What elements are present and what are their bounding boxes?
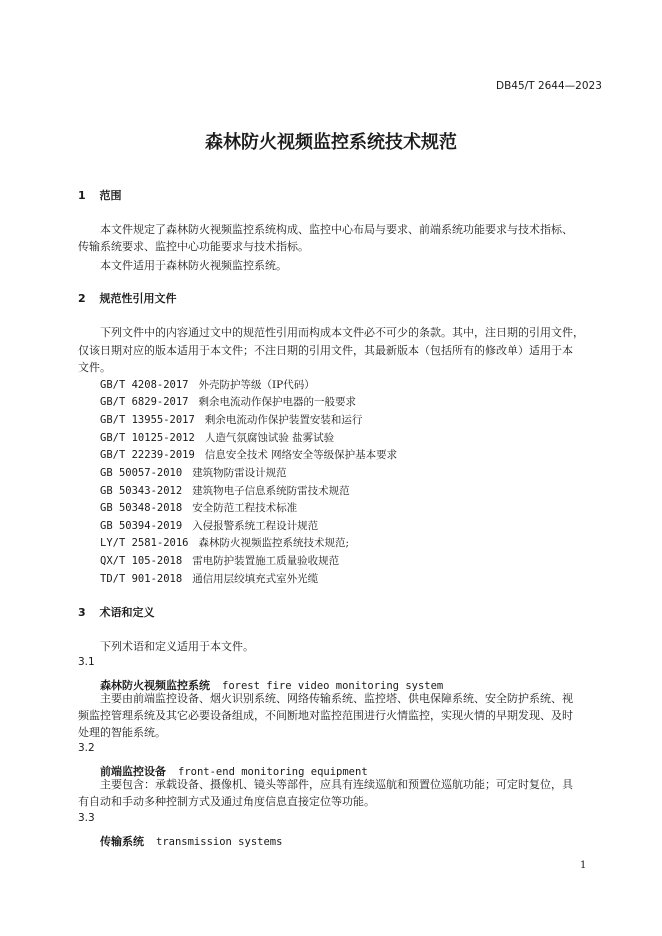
reference-item (100, 571, 318, 586)
term-number: 3.3 (78, 812, 95, 824)
section-3-intro: 下列术语和定义适用于本文件。 (100, 640, 254, 653)
reference-title: 入侵报警系统工程设计规范 (192, 520, 319, 532)
reference-code: GB 50057-2010 (100, 467, 183, 479)
reference-title: 安全防范工程技术标准 (192, 502, 298, 514)
reference-title: 建筑物防雷设计规范 (192, 467, 287, 479)
section-1-title: 范围 (99, 189, 122, 202)
page-title: 森林防火视频监控系统技术规范 (205, 132, 457, 153)
reference-code: GB/T 6829-2017 (100, 396, 189, 408)
term-definition-line: 主要由前端监控设备、烟火识别系统、网络传输系统、监控塔、供电保障系统、安全防护系统、视 (100, 692, 573, 705)
page-number: 1 (580, 860, 587, 871)
reference-title: 建筑物电子信息系统防雷技术规范 (192, 485, 350, 497)
reference-item (100, 483, 350, 498)
section-1-para1-line2: 传输系统要求、监控中心功能要求与技术指标。 (78, 240, 309, 253)
reference-item (100, 377, 315, 392)
term-zh: 传输系统 (100, 835, 144, 848)
section-2-intro-line3: 文件。 (78, 361, 111, 374)
term-zh: 森林防火视频监控系统 (100, 679, 210, 692)
section-3-heading (78, 604, 155, 620)
reference-code: GB/T 4208-2017 (100, 379, 189, 391)
reference-title: 人造气氛腐蚀试验 盐雾试验 (204, 432, 335, 444)
reference-item (100, 553, 339, 568)
reference-code: QX/T 105-2018 (100, 555, 183, 567)
term-heading (100, 830, 282, 849)
term-definition-line: 有自动和手动多种控制方式及通过角度信息直接定位等功能。 (78, 795, 375, 808)
reference-title: 森林防火视频监控系统技术规范; (198, 537, 350, 549)
reference-item (100, 394, 356, 409)
reference-item (100, 500, 297, 515)
term-number: 3.2 (78, 742, 95, 754)
section-1-number: 1 (78, 189, 86, 202)
reference-item (100, 465, 287, 480)
reference-item (100, 412, 362, 427)
section-2-heading (78, 290, 177, 306)
reference-title: 剩余电流动作保护电器的一般要求 (198, 396, 357, 408)
reference-code: TD/T 901-2018 (100, 573, 183, 585)
reference-code: GB/T 22239-2019 (100, 449, 195, 461)
reference-code: GB 50343-2012 (100, 485, 183, 497)
reference-code: LY/T 2581-2016 (100, 537, 189, 549)
term-zh: 前端监控设备 (100, 765, 166, 778)
term-number: 3.1 (78, 656, 95, 668)
section-2-intro-line2: 仅该日期对应的版本适用于本文件；不注日期的引用文件，其最新版本（包括所有的修改单）适用于本 (78, 344, 573, 357)
term-en: forest fire video monitoring system (222, 680, 444, 692)
section-1-para2: 本文件适用于森林防火视频监控系统。 (100, 259, 287, 272)
reference-code: GB/T 10125-2012 (100, 432, 195, 444)
section-1-heading (78, 187, 122, 203)
term-en: front-end monitoring equipment (178, 766, 368, 778)
section-1-para1-line1: 本文件规定了森林防火视频监控系统构成、监控中心布局与要求、前端系统功能要求与技术指标、 (100, 223, 573, 236)
reference-title: 通信用层绞填充式室外光缆 (192, 573, 319, 585)
term-en: transmission systems (156, 836, 283, 848)
term-definition-line: 处理的智能系统。 (78, 726, 166, 739)
reference-title: 剩余电流动作保护装置安装和运行 (204, 414, 363, 426)
reference-item (100, 447, 397, 462)
reference-title: 信息安全技术 网络安全等级保护基本要求 (204, 449, 398, 461)
section-3-number: 3 (78, 606, 86, 619)
section-2-intro-line1: 下列文件中的内容通过文中的规范性引用而构成本文件必不可少的条款。其中，注日期的引用文件， (100, 326, 584, 339)
reference-code: GB 50348-2018 (100, 502, 183, 514)
doc-code: DB45/T 2644—2023 (496, 80, 602, 92)
section-2-number: 2 (78, 292, 86, 305)
reference-code: GB 50394-2019 (100, 520, 183, 532)
section-2-title: 规范性引用文件 (99, 292, 177, 305)
section-3-title: 术语和定义 (99, 606, 155, 619)
reference-item (100, 518, 318, 533)
reference-item (100, 535, 349, 550)
term-definition-line: 频监控管理系统及其它必要设备组成，不间断地对监控范围进行火情监控，实现火情的早期发现、及时 (78, 709, 573, 722)
reference-title: 外壳防护等级（IP代码） (198, 379, 315, 391)
reference-title: 雷电防护装置施工质量验收规范 (192, 555, 340, 567)
reference-item (100, 430, 334, 445)
reference-code: GB/T 13955-2017 (100, 414, 195, 426)
term-definition-line: 主要包含：承载设备、摄像机、镜头等部件，应具有连续巡航和预置位巡航功能；可定时复位，具 (100, 778, 573, 791)
